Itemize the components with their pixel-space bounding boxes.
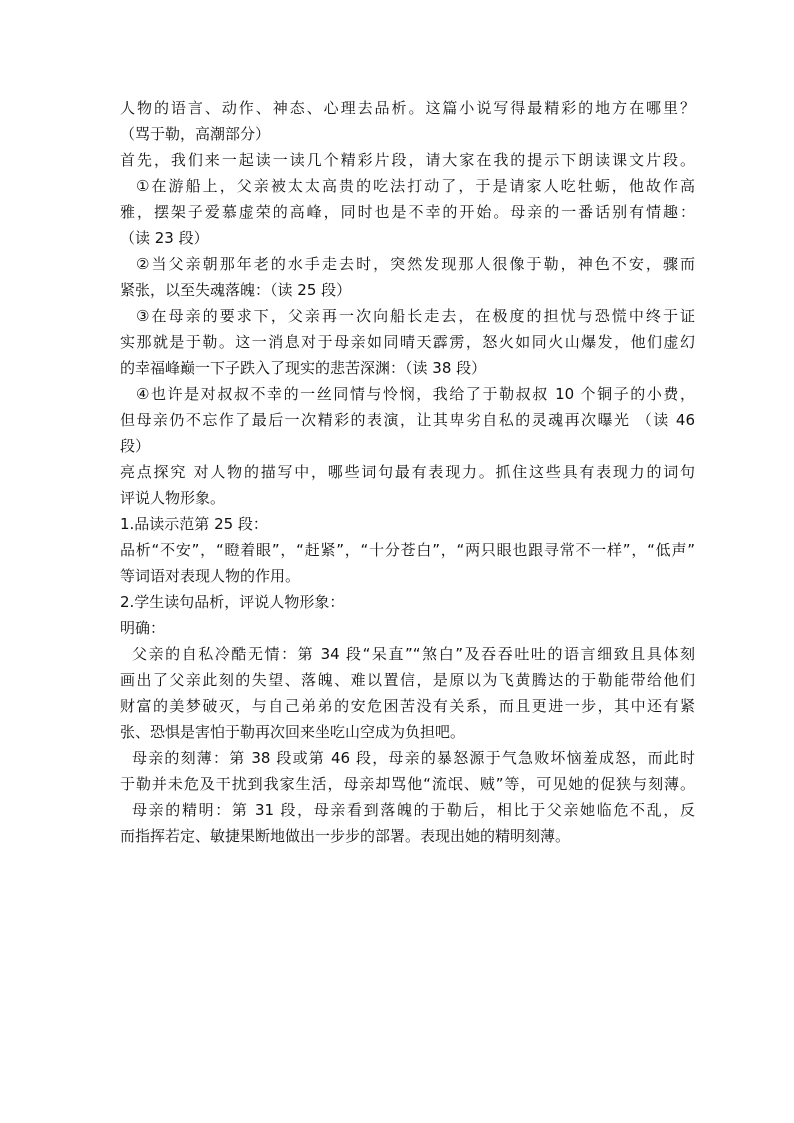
text-line: 首先，我们来一起读一读几个精彩片段，请大家在我的提示下朗读课文片段。	[120, 151, 695, 169]
text-line: 张、恐惧是害怕于勒再次回来坐吃山空成为负担吧。	[120, 723, 466, 741]
text-line: （读 23 段）	[120, 229, 209, 247]
text-line: 品析“不安”，“瞪着眼”，“赶紧”，“十分苍白”，“两只眼也跟寻常不一样”，“低声”	[120, 541, 695, 559]
text-line: 亮点探究 对人物的描写中，哪些词句最有表现力。抓住这些具有表现力的词句	[120, 463, 695, 481]
text-line: 母亲的精明：第 31 段，母亲看到落魄的于勒后，相比于父亲她临危不乱，反	[132, 801, 695, 819]
text-line: 2.学生读句品析，评说人物形象：	[120, 593, 345, 611]
text-line: 1.品读示范第 25 段：	[120, 515, 268, 533]
text-line: 雅，摆架子爱慕虚荣的高峰，同时也是不幸的开始。母亲的一番话别有情趣：	[120, 203, 695, 221]
text-line: ②当父亲朝那年老的水手走去时，突然发现那人很像于勒，神色不安，骤而	[136, 255, 695, 273]
text-line: （骂于勒，高潮部分）	[120, 125, 271, 143]
text-line: 等词语对表现人物的作用。	[120, 567, 301, 585]
text-line: 紧张，以至失魂落魄：（读 25 段）	[120, 281, 352, 299]
text-line: 段）	[120, 437, 151, 455]
text-line: 评说人物形象。	[120, 489, 226, 507]
text-line: ④也许是对叔叔不幸的一丝同情与怜悯，我给了于勒叔叔 10 个铜子的小费，	[136, 385, 695, 403]
text-line: ③在母亲的要求下，父亲再一次向船长走去，在极度的担忧与恐慌中终于证	[136, 307, 695, 325]
text-line: 明确：	[120, 619, 166, 637]
text-line: 实那就是于勒。这一消息对于母亲如同晴天霹雳，怒火如同火山爆发，他们虚幻	[120, 333, 695, 351]
text-line: 母亲的刻薄：第 38 段或第 46 段，母亲的暴怒源于气急败坏恼羞成怒，而此时	[132, 749, 695, 767]
text-line: 人物的语言、动作、神态、心理去品析。这篇小说写得最精彩的地方在哪里？	[120, 99, 695, 117]
text-line: 的幸福峰巅一下子跌入了现实的悲苦深渊：（读 38 段）	[120, 359, 487, 377]
text-line: 而指挥若定、敏捷果断地做出一步步的部署。表现出她的精明刻薄。	[120, 827, 571, 845]
text-line: 财富的美梦破灭，与自己弟弟的安危困苦没有关系，而且更进一步，其中还有紧	[120, 697, 695, 715]
text-line: 父亲的自私冷酷无情：第 34 段“呆直”“煞白”及吞吞吐吐的语言细致且具体刻	[132, 645, 695, 663]
text-line: 于勒并未危及干扰到我家生活，母亲却骂他“流氓、贼”等，可见她的促狭与刻薄。	[120, 775, 695, 793]
text-line: 但母亲仍不忘作了最后一次精彩的表演，让其卑劣自私的灵魂再次曝光 （读 46	[120, 411, 695, 429]
text-line: ①在游船上，父亲被太太高贵的吃法打动了，于是请家人吃牡蛎，他故作高	[136, 177, 695, 195]
document-page	[120, 95, 695, 849]
text-line: 画出了父亲此刻的失望、落魄、难以置信，是原以为飞黄腾达的于勒能带给他们	[120, 671, 695, 689]
